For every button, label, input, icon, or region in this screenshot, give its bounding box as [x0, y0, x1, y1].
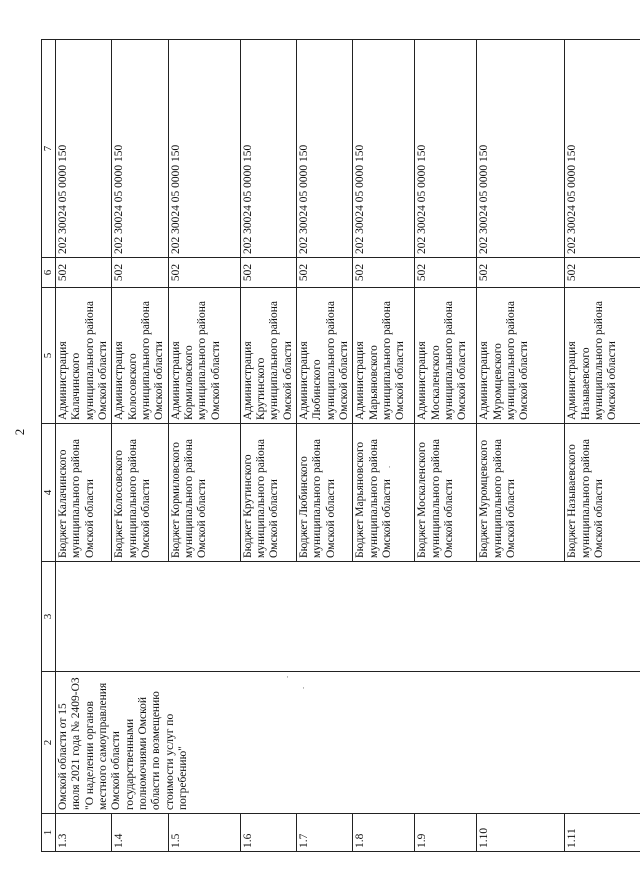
header-cell: 5 [42, 288, 56, 424]
code-cell: 502 [168, 258, 240, 288]
budget-cell: Бюджет Называевского муниципального района Омской области [565, 424, 640, 562]
row-number-cell: 1.10 [477, 814, 565, 852]
budget-cell: Бюджет Колосовского муниципального района Омской области [112, 424, 168, 562]
table-header-row [42, 40, 56, 852]
budget-cell: Бюджет Калачинского муниципального района Омской области [56, 424, 112, 562]
kbk-cell: 202 30024 05 0000 150 [565, 40, 640, 258]
legal-basis-cell: Омской области от 15 июля 2021 года № 2409-ОЗ "О наделении органов местного самоуправления Омской области государственными полномочиями Омской области по возмещению стоимости услуг по погребению" [56, 672, 640, 814]
budget-cell: Бюджет Москаленского муниципального района Омской области [415, 424, 477, 562]
row-number-cell: 1.3 [56, 814, 112, 852]
kbk-cell: 202 30024 05 0000 150 [168, 40, 240, 258]
code-cell: 502 [415, 258, 477, 288]
header-cell: 7 [42, 40, 56, 258]
administrator-cell: Администрация Называевского муниципального района Омской области [565, 288, 640, 424]
row-number-cell: 1.6 [240, 814, 296, 852]
administrator-cell: Администрация Калачинского муниципального района Омской области [56, 288, 112, 424]
document-table [41, 39, 640, 852]
kbk-cell: 202 30024 05 0000 150 [240, 40, 296, 258]
kbk-cell: 202 30024 05 0000 150 [477, 40, 565, 258]
table-row [56, 40, 112, 852]
kbk-cell: 202 30024 05 0000 150 [296, 40, 352, 258]
page-number: 2 [12, 428, 27, 436]
row-number-cell: 1.5 [168, 814, 240, 852]
code-cell: 502 [240, 258, 296, 288]
kbk-cell: 202 30024 05 0000 150 [353, 40, 415, 258]
code-cell: 502 [56, 258, 112, 288]
kbk-cell: 202 30024 05 0000 150 [56, 40, 112, 258]
budget-cell: Бюджет Крутинского муниципального района Омской области [240, 424, 296, 562]
code-cell: 502 [565, 258, 640, 288]
code-cell: 502 [477, 258, 565, 288]
row-number-cell: 1.7 [296, 814, 352, 852]
administrator-cell: Администрация Марьяновского муниципального района Омской области [353, 288, 415, 424]
budget-cell: Бюджет Кормиловского муниципального района Омской области [168, 424, 240, 562]
kbk-cell: 202 30024 05 0000 150 [415, 40, 477, 258]
empty-column-3-cell [56, 562, 640, 672]
code-cell: 502 [296, 258, 352, 288]
header-cell: 3 [42, 562, 56, 672]
administrator-cell: Администрация Любинского муниципального района Омской области [296, 288, 352, 424]
header-cell: 1 [42, 814, 56, 852]
scan-speck: · [388, 462, 391, 472]
administrator-cell: Администрация Муромцевского муниципального района Омской области [477, 288, 565, 424]
rotated-table-container [41, 40, 627, 852]
budget-cell: Бюджет Марьяновского муниципального района Омской области [353, 424, 415, 562]
administrator-cell: Администрация Москаленского муниципального района Омской области [415, 288, 477, 424]
budget-cell: Бюджет Любинского муниципального района Омской области [296, 424, 352, 562]
administrator-cell: Администрация Кормиловского муниципального района Омской области [168, 288, 240, 424]
scan-speck: · [302, 683, 305, 693]
row-number-cell: 1.4 [112, 814, 168, 852]
budget-cell: Бюджет Муромцевского муниципального района Омской области [477, 424, 565, 562]
code-cell: 502 [112, 258, 168, 288]
administrator-cell: Администрация Колосовского муниципального района Омской области [112, 288, 168, 424]
row-number-cell: 1.9 [415, 814, 477, 852]
administrator-cell: Администрация Крутинского муниципального района Омской области [240, 288, 296, 424]
scan-speck: · [286, 672, 289, 682]
header-cell: 6 [42, 258, 56, 288]
row-number-cell: 1.8 [353, 814, 415, 852]
page-number-area [0, 0, 40, 892]
row-number-cell: 1.11 [565, 814, 640, 852]
code-cell: 502 [353, 258, 415, 288]
header-cell: 2 [42, 672, 56, 814]
kbk-cell: 202 30024 05 0000 150 [112, 40, 168, 258]
header-cell: 4 [42, 424, 56, 562]
